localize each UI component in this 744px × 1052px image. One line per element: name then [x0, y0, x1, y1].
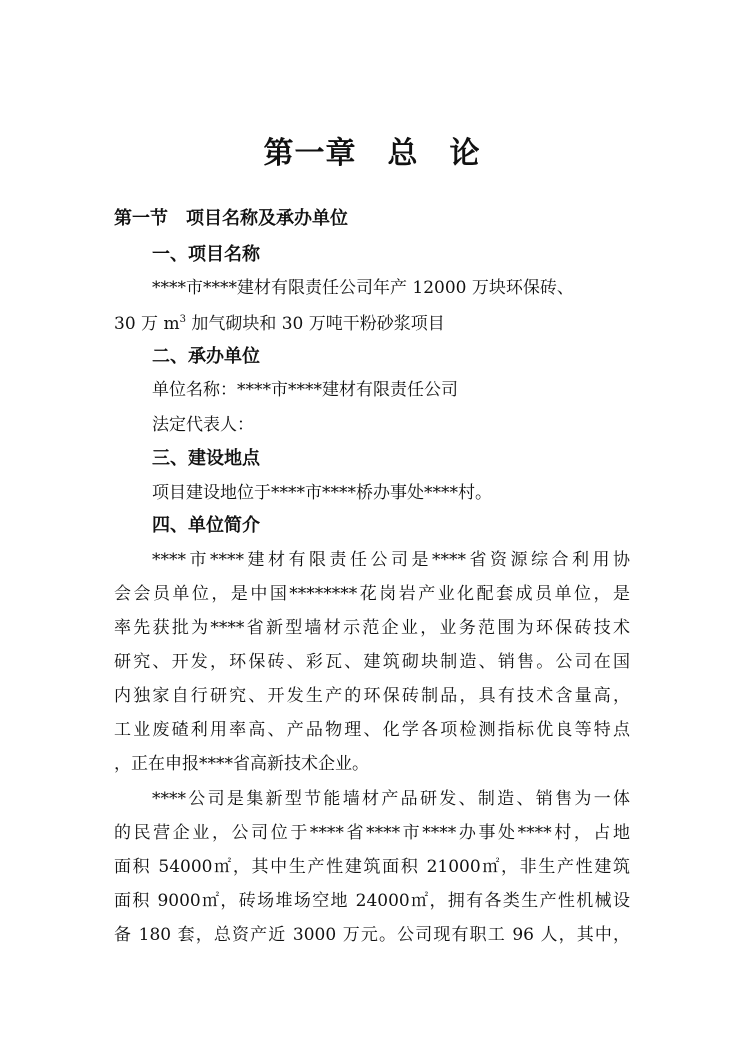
heading-location: 三、建设地点	[152, 448, 260, 469]
organizer-unit-name: 单位名称：****市****建材有限责任公司	[152, 380, 458, 400]
project-name-line-2-before: 30 万 m	[114, 314, 180, 334]
intro-p2-line: 面积 9000㎡，砖场堆场空地 24000㎡，拥有各类生产性机械设	[114, 891, 630, 911]
location-text: 项目建设地位于****市****桥办事处****村。	[152, 483, 492, 503]
project-name-line-1: ****市****建材有限责任公司年产 12000 万块环保砖、	[152, 278, 574, 298]
intro-p1-line: 工业废碴利用率高、产品物理、化学各项检测指标优良等特点	[114, 720, 630, 740]
heading-organizer: 二、承办单位	[152, 346, 260, 367]
intro-p1-line: 率先获批为****省新型墙材示范企业，业务范围为环保砖技术	[114, 618, 630, 638]
heading-project-name: 一、项目名称	[152, 244, 260, 265]
section-title: 第一节 项目名称及承办单位	[114, 208, 348, 229]
project-name-line-2-after: 加气砌块和 30 万吨干粉砂浆项目	[185, 314, 445, 334]
intro-p2-line: 的民营企业，公司位于****省****市****办事处****村，占地	[114, 823, 630, 843]
intro-p1-line: 研究、开发，环保砖、彩瓦、建筑砌块制造、销售。公司在国	[114, 652, 630, 672]
intro-p1-line: ，正在申报****省高新技术企业。	[114, 754, 369, 774]
intro-p2-line: 面积 54000㎡，其中生产性建筑面积 21000㎡，非生产性建筑	[114, 857, 630, 877]
organizer-legal-rep: 法定代表人：	[152, 415, 254, 435]
project-name-line-2	[114, 309, 445, 334]
project-name-superscript: 3	[179, 314, 186, 325]
intro-p2-line: 备 180 套，总资产近 3000 万元。公司现有职工 96 人，其中，	[114, 925, 630, 945]
intro-p2-line: ****公司是集新型节能墙材产品研发、制造、销售为一体	[152, 789, 630, 809]
intro-p1-line: 会会员单位，是中国********花岗岩产业化配套成员单位，是	[114, 584, 630, 604]
heading-intro: 四、单位简介	[152, 515, 260, 536]
intro-p1-line: 内独家自行研究、开发生产的环保砖制品，具有技术含量高，	[114, 686, 630, 706]
chapter-title: 第一章 总 论	[263, 136, 481, 171]
intro-p1-line: ****市****建材有限责任公司是****省资源综合利用协	[152, 550, 630, 570]
